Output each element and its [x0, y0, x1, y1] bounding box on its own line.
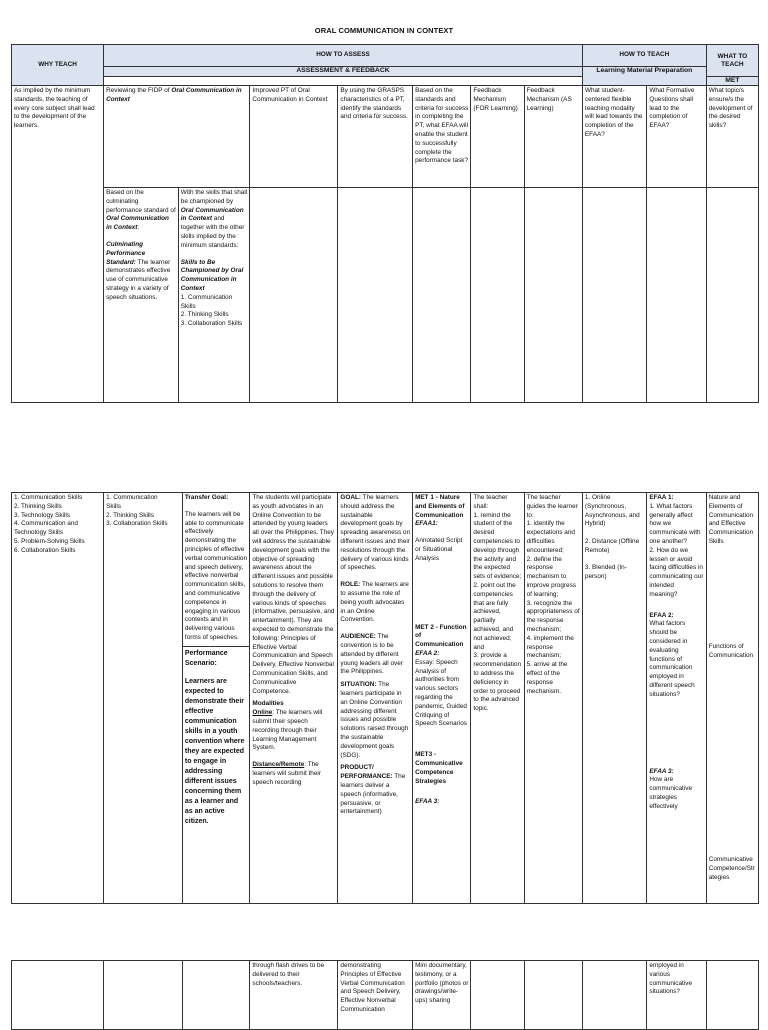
- row1-improved-pt: Improved PT of Oral Communication in Context: [250, 86, 338, 188]
- empty-cell: [706, 188, 758, 403]
- p2-modality: 1. Online (Synchronous, Asynchronous, and Hybrid) 2. Distance (Offline Remote) 3. Blended (In-person): [582, 493, 646, 904]
- p3-grasps-continued: demonstrating Principles of Effective Verbal Communication and Speech Delivery, Effective Nonverbal Communication: [338, 961, 413, 1030]
- performance-scenario-text: Learners are expected to demonstrate their effective communication skills in a youth convention where they are expected to engage in addressing different issues concerning them as a learner and as an active citizen.: [184, 677, 245, 825]
- p3-efaa-continued: Mini documentary, testimony, or a portfolio (photos or drawings/write-ups) sharing: [413, 961, 471, 1030]
- empty-cell: [582, 188, 646, 403]
- role-label: ROLE:: [340, 581, 361, 589]
- page2-table: [11, 492, 759, 904]
- culminating-text: Based on the culminating performance standard of: [106, 189, 176, 214]
- efaa2-text: Essay: Speech Analysis of authorities from various sectors regarding the pandemic, Guided Critiquing of Speech Scenarios: [415, 658, 467, 728]
- transfer-goal-text: The learners will be able to communicate effectively demonstrating the principles of effective verbal communication and speech delivery, effective nonverbal communication skills, and communicative competence in engaging in various contexts and in delivering various forms of speeches.: [184, 510, 248, 641]
- empty-cell: [582, 961, 646, 1030]
- situation-text: The learners participate in an Online Convention addressing different issues and possible solutions raised through the sustainable development goals (SDG).: [340, 681, 409, 759]
- header-spacer: [104, 77, 583, 86]
- topic-competence: Communicative Competence/Strategies: [708, 856, 755, 881]
- role-text: The learners are to assume the role of being youth advocates in an Online Convention.: [340, 581, 409, 624]
- how-to-teach-header: HOW TO TEACH: [582, 45, 706, 67]
- learning-material-header: Learning Material Preparation: [582, 67, 706, 86]
- row1-formative: What Formative Questions shall lead to the completion of EFAA?: [647, 86, 706, 188]
- efaa1-label: EFAA1:: [415, 520, 438, 528]
- situation-label: SITUATION:: [340, 681, 377, 689]
- row1-topics: What topic/s ensure/s the development of the desired skills?: [706, 86, 758, 188]
- p2-met-efaa: [413, 493, 471, 904]
- empty-cell: [104, 961, 183, 1030]
- met3-label: MET3 - Communicative Competence Strategies: [415, 751, 463, 785]
- p2-topics: [706, 493, 758, 904]
- row1-modality: What student-centered flexible teaching modality will lead towards the completion of the EFAA?: [582, 86, 646, 188]
- why-teach-header: WHY TEACH: [12, 45, 104, 86]
- empty-cell: [413, 188, 471, 403]
- p2-feedback-as: The teacher guides the learner to: 1. identify the expectations and difficulties encountered; 2. define the response mechanism to improve progress of learning; 3. recognize the appropriateness of the response mechanism; 4. implement the response mechanism; 5. arrive at the effect of the response mechanism.: [524, 493, 582, 904]
- row1-feedback-as: Feedback Mechanism (AS Learning): [524, 86, 582, 188]
- empty-cell: [250, 188, 338, 403]
- p2-skills-list: 1. Communication Skills 2. Thinking Skills 3. Technology Skills 4. Communication and Technology Skills 5. Problem-Solving Skills 6. Collaboration Skills: [12, 493, 104, 904]
- skills-list: 1. Communication Skills 2. Thinking Skills 3. Collaboration Skills: [180, 293, 243, 328]
- row1-fidp: [104, 86, 250, 188]
- culminating-colon: :: [137, 224, 140, 232]
- row2-culminating: [104, 188, 179, 403]
- fq-efaa3-label: EFAA 3:: [649, 767, 674, 775]
- empty-cell: [524, 961, 582, 1030]
- page3-table: [11, 960, 759, 1030]
- topic-nature-elements: Nature and Elements of Communication and Effective Communication Skills: [708, 494, 754, 545]
- culminating-label: Culminating Performance Standard:: [106, 240, 146, 266]
- empty-cell: [524, 188, 582, 403]
- p2-feedback-for: The teacher shall: 1. remind the student of the desired competencies to develop through the activity and the expected sets of evidence; 2. point out the competencies that are fully achieved, partially achieved, and not achieved; and 3. provide a recommendation to address the deficiency in order to proceed to the advanced topic.: [471, 493, 524, 904]
- document-title: ORAL COMMUNICATION IN CONTEXT: [314, 26, 454, 35]
- what-to-teach-header: WHAT TO TEACH: [706, 45, 758, 77]
- goal-label: GOAL:: [340, 494, 361, 501]
- online-text: : The learners will submit their speech recording through their Learning Management System.: [252, 709, 323, 752]
- p2-championed-skills: 1. Communication Skills 2. Thinking Skills 3. Collaboration Skills: [104, 493, 183, 904]
- p2-transfer-goal: [182, 493, 250, 904]
- product-label: PRODUCT/ PERFORMANCE:: [340, 764, 393, 781]
- pt-description-text: The students will participate as youth advocates in an Online Convention to be attended by young leaders all over the Philippines. They will address the sustainable development goals with the objective of spreading awareness about the different issues and possible solutions to resolve them through the delivery of various kinds of speeches (informative, persuasive, and entertainment). They are expected to demonstrate the following: Principles of Effective Verbal Communication and Speech Delivery, Effective Nonverbal Communication Skills, and Communicative Competence.: [252, 494, 335, 695]
- row1-why-teach: As implied by the minimum standards, the teaching of every core subject shall lead to the development of the learners.: [12, 86, 104, 403]
- online-label: Online: [252, 709, 273, 717]
- skills-text: With the skills that shall be championed by: [180, 189, 248, 205]
- culminating-subject: Oral Communication in Context: [106, 215, 169, 232]
- p2-grasps: [338, 493, 413, 904]
- audience-label: AUDIENCE:: [340, 633, 376, 641]
- row2-skills: [178, 188, 250, 403]
- empty-cell: [706, 961, 758, 1030]
- remote-label: Distance/Remote: [252, 761, 305, 769]
- how-to-assess-header: HOW TO ASSESS: [104, 45, 583, 67]
- skills-championed-label: Skills to Be Championed by Oral Communication in Context: [180, 258, 244, 292]
- empty-cell: [471, 188, 524, 403]
- product-text: The learners deliver a speech (informative, persuasive, or entertainment): [340, 773, 406, 816]
- met-header: MET: [706, 77, 758, 86]
- p2-formative-questions: [647, 493, 706, 904]
- empty-cell: [647, 188, 706, 403]
- performance-scenario-label: Performance Scenario:: [184, 649, 228, 667]
- p3-formative-continued: employed in various communicative situations?: [647, 961, 706, 1030]
- row1-efaa: Based on the standards and criteria for success in completing the PT, what EFAA will enable the student to successfully complete the performance task?: [413, 86, 471, 188]
- fidp-text: Reviewing the FIDP of: [106, 87, 172, 94]
- fq-efaa2-text: What factors should be considered in evaluating functions of communication employed in different speech situations?: [649, 620, 695, 698]
- empty-cell: [471, 961, 524, 1030]
- empty-cell: [12, 961, 104, 1030]
- empty-cell: [182, 961, 250, 1030]
- fq-efaa3-text: How are communicative strategies effectively: [649, 776, 692, 810]
- skills-subject: Oral Communication in Context: [180, 206, 244, 223]
- transfer-goal-label: Transfer Goal:: [184, 494, 229, 501]
- fq-efaa2-label: EFAA 2:: [649, 611, 674, 619]
- assessment-feedback-header: ASSESSMENT & FEEDBACK: [104, 67, 583, 77]
- page1-table: [11, 44, 759, 403]
- p3-pt-continued: through flash drives to be delivered to their schools/teachers.: [250, 961, 338, 1030]
- fq-efaa1-text: 1. What factors generally affect how we communicate with one another? 2. How do we lessen or avoid facing difficulties in communicating our intended meaning?: [649, 502, 704, 598]
- row1-grasps: By using the GRASPS characteristics of a PT, identify the standards and criteria for success.: [338, 86, 413, 188]
- topic-functions: Functions of Communication: [708, 642, 754, 659]
- skills-text-end: and together with the other skills implied by the minimum standards:: [180, 215, 245, 249]
- row1-feedback-for: Feedback Mechanism (FOR Learning): [471, 86, 524, 188]
- fidp-subject: Oral Communication in Context: [106, 87, 242, 103]
- met1-label: MET 1 - Nature and Elements of Communication: [415, 494, 465, 519]
- empty-cell: [338, 188, 413, 403]
- fq-efaa1-label: EFAA 1:: [649, 494, 674, 501]
- efaa2-label: EFAA 2:: [415, 649, 440, 657]
- efaa1-text: Annotated Script or Situational Analysis: [415, 537, 463, 562]
- remote-text: : The learners will submit their speech recording: [252, 761, 321, 786]
- goal-text: The learners should address the sustainable development goals by spreading awareness on different issues and their resolutions through the delivery of various kinds of speeches.: [340, 494, 411, 572]
- culminating-standard: The learner demonstrates effective use of communicative strategy in a variety of speech situations.: [106, 258, 171, 301]
- modalities-label: Modalities: [252, 700, 284, 708]
- efaa3-label: EFAA 3:: [415, 798, 440, 806]
- met2-label: MET 2 - Function of Communication: [415, 623, 467, 649]
- p2-pt-description: [250, 493, 338, 904]
- audience-text: The convention is to be attended by different young leaders all over the Philippines.: [340, 633, 403, 676]
